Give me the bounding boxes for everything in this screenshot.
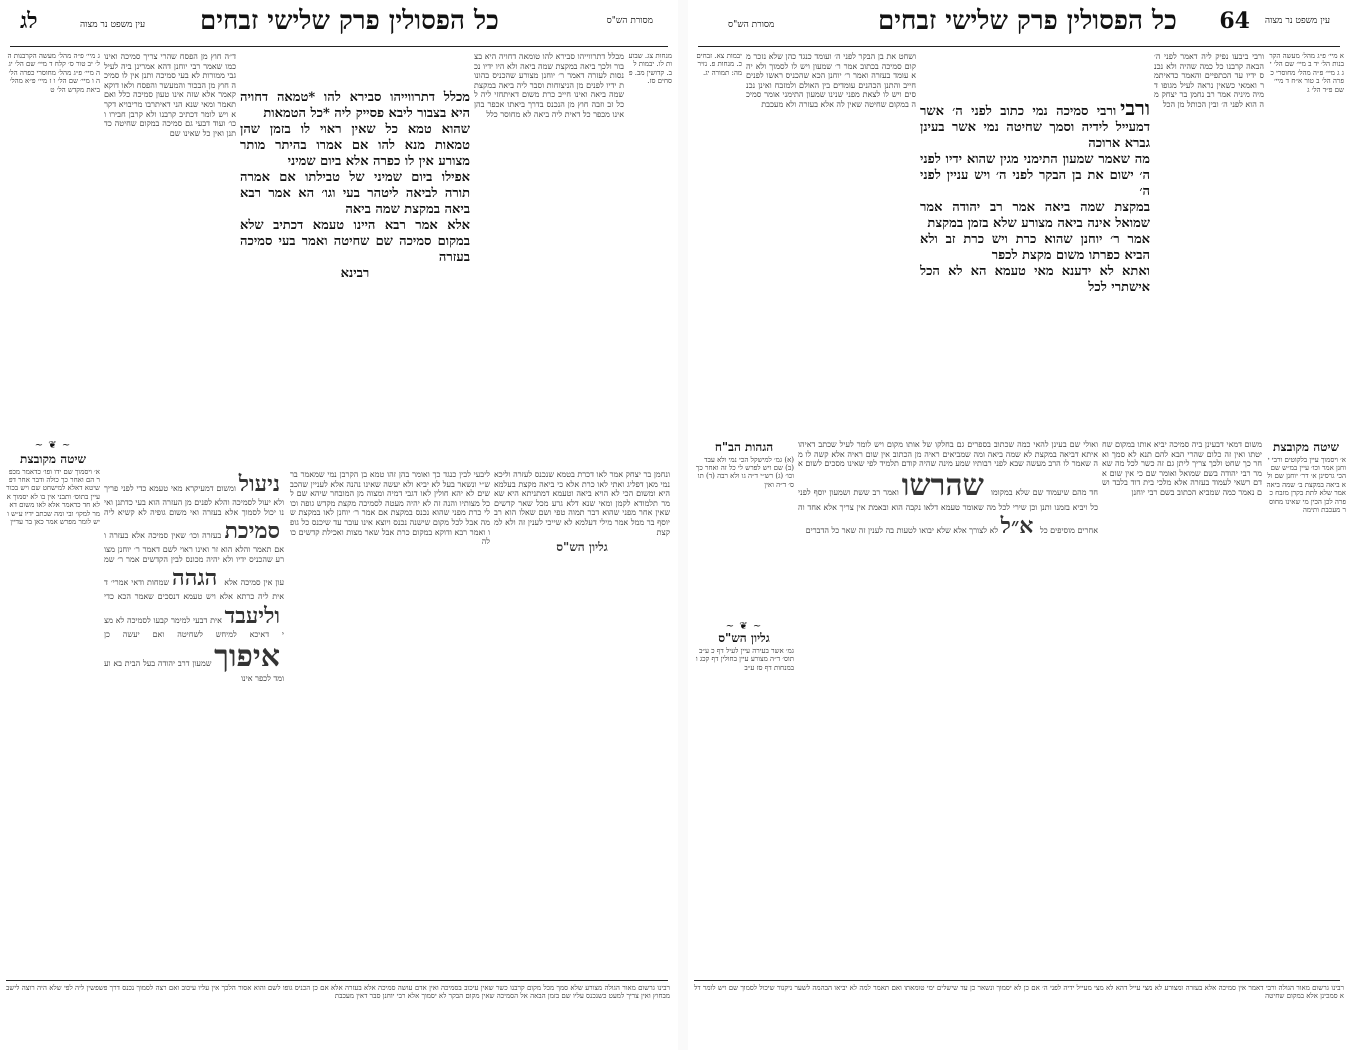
right-tosafot-column: ושחט את בן הבקר לפני ה׳ ועומד כנגד כהן שלא נזכר מקום סמיכה בכתוב אמר ר׳ שמעון ויש לו לסמוך ולא יהא עומד בעזרה ואמר ר׳ יוחנן הכא שהכניס ראשו לפנים חייב והתנן הכהנים עומדים בין האולם ולמזבח ואינן נכנסים ויש לו לצאת מפני שנינו שמעון התימני אומר סמיכה במקום שחיטה שאין לה אלא בעזרה ולא מעכבת	[746, 52, 916, 109]
right-gemara-line: אמר ר׳ יוחנן שהוא כרת ויש כרת זב ולא הביא כפרתו משום מקצת לכפר	[920, 232, 1150, 263]
right-rashi-column: ורבי ביבעו נפיק ליה דאמר לפני ה׳ הבאה קרבנו כל כמה שהיה ולא נכנס ידיו עד הכתפיים והאמר כדאיתמר ואמאי כשאין נראה לעיל מגופו דמיה מיניה אמר רב נחמן בר יצחק מה הוא לפני ה׳ ובין הכותל מן הכל	[1154, 52, 1264, 109]
right-big-word: ורבי	[1120, 96, 1150, 120]
left-tosafot-column: ד״ה חוץ מן הפסח שהרי צריך סמיכה ואינו כמו שאמר רבי יוחנן דהא אמרינן ביה לעיל גבי ממורות לא בעי סמיכה ותנן אין לו סמיכה חוץ מן הבכור והמעשר והפסח ולאו דוקא קאמר אלא שזה אינו טעון סמיכה כלל ואם תאמר ומאי שנא הני דאיתרבו מריבויא דקרא ויש לומר דכתיב קרבנו ולא קרבן חבירו וכו׳ ועוד דבעי גם סמיכה במקום שחיטה כדתנן ואין כל שאינו שם	[104, 52, 236, 138]
left-gemara-line: מכלל דתרווייהו סבירא להו *טמאה דחויה היא בצבור ליבא פסייק ליה *כל הטמאות	[240, 90, 470, 121]
left-lower-commentary-3: ונחמן בר יצחק אמר לאו דכרת בטמא שנכנס לעזרה וליכא נמי מאן דפליג ואתי לאו כרת אלא כי ביאה מקצת בעלמא היא ומשום הכי לא הויא ביאה וטעמא דמתניתא היא שאמר תלמודא לקמן ומאי שנא דלא גרע מכל שאר קדשים שאין אחר מפני שהוא דבר תמוה טפי ושם שאלו הוא רב יוסף בר ממל אמר מילי דעלמא לא שייכי לענין זה ולא למקצת גליון הש"ס	[494, 470, 670, 555]
left-side-column: ג מיי׳ פ״ה מהל׳ מעשה הקרבנות הל׳ יב טור ס׳ קלח ד מיי׳ שם הל׳ יג ה מיי׳ פ״ג מהל׳ מחוסרי כפרה הל׳ ה ו מיי׳ שם הל׳ ו ז מיי׳ פ״א מהל׳ ביאת מקדש הל׳ ט	[7, 52, 100, 94]
right-gemara-block	[920, 96, 1150, 396]
right-notes-heading: הגהות הב"ח	[714, 440, 774, 454]
left-shita-text: א׳ ויסמוך שם ידו ופו׳ כדאמר מכפר הם ואחר כך כולה ודבר אחר דפשיטא דאלא למישחט שם ויש בכור עיין בתוס׳ ותבני אין בו לא יסמוך אלא חד כדאמר אלא לאו משום דאמר למקו׳ ובי ומה שכתב ידיו ע״ש ויש לומר מפרש אמר כאן בר עדיין	[6, 467, 100, 527]
right-gilyon-text: גמ׳ אשר בעירה עיין לעיל דף כ ע״ב תוס׳ ד״ה מצורע עיין בחולין דף קכג ובמנחות דף סז ע״ב	[695, 646, 794, 672]
left-head-rule	[10, 46, 668, 47]
left-ornament: ~ ❦ ~	[34, 440, 72, 451]
right-page	[688, 0, 1350, 1050]
right-notes-heading-2: גליון הש"ס	[718, 631, 770, 646]
left-rashi-column: מכלל דתרווייהו סבירא להו טומאה דחויה היא בצבור ולכך ביאה במקצת שמה ביאה ולא היו ידיו נכנסות לעזרה דאמר ר׳ יוחנן מצורע שהכניס בהונות ידיו לפנים מן הניצוחות וסבר ליה ביאה במקצת שמה ביאה ואינו חייב כרת משום דאיתחזי ליה לכל זב וזבה חוץ מן הנכנס בדרך ביאתו אכפר בהן אינו מכפר כל דאית ליה ביאה לא מחוסר כלל	[474, 52, 624, 119]
left-head-title: כל הפסולין פרק שלישי זבחים	[200, 6, 499, 36]
right-footnotes: רבינו גרשום מאור הגולה ורבי דאמר אין סמיכה אלא בעזרה ומצורע לא מצי עייל דהא לא מצי מעייל ידיה לפני ה׳ אם כן לא יסמוך ונשאר כן עד שישלים ימי טומאתו ואם תאמר למה לא יביאו הבהמה לשער ניקנור שיכול לסמוך שם ויש לומר דלא סמכינן אלא במקום שחיטה	[694, 984, 1344, 1000]
right-gemara-line: במקצת שמה ביאה אמר רב יהודה אמר שמואל אינה ביאה מצורע שלא בזמן במקצת	[920, 200, 1150, 231]
left-folio: לג	[20, 8, 38, 34]
right-gemara-line: מה שאמר שמעון התימני מגין שהוא ידיו לפני ה׳ ישום את בן הבקר לפני ה׳ ויש עניין לפני ה׳	[920, 152, 1150, 199]
spine-gutter	[678, 0, 688, 1050]
left-masoret: מסורת הש"ס	[606, 16, 653, 26]
left-big-word: איפוך	[214, 638, 280, 674]
right-footer-rule	[694, 980, 1340, 981]
left-footer-rule	[6, 980, 668, 981]
right-head-rule	[698, 46, 1340, 47]
right-shita-text: א׳ ויסמוך עיין בלקוטים ורבי יוחנן אמר וכו׳ עיין במ״ש שם הכי גרסינן א׳ דר׳ יוחנן שם ולא ביאה במקצת ב׳ שמה ביאה אמר שלא לתת בקרן מזבח כפרה לכן הכין מי שאינו מחוסר מעכבת ותימה	[1266, 455, 1346, 515]
right-gemara-line: ורביורבי סמיכה נמי כתוב לפני ה׳ אשר דמעייל לידיה וסמך שחיטה נמי אשר בעינן גברא ארוכה	[920, 96, 1150, 151]
right-hagahot-column	[694, 440, 794, 820]
left-running-head	[0, 4, 678, 48]
right-folio: 64	[1219, 8, 1250, 34]
left-big-word: ניעול	[238, 471, 280, 497]
right-masoret: מסורת הש"ס	[728, 20, 775, 30]
left-big-word: הגהה	[172, 565, 218, 592]
left-inner-margin: מנחות צג. שבועות לו. יבמות לב. קדושין מב. פסחים סז.	[628, 52, 672, 86]
right-inner-margin: יבמות צא. זבחים כ. מנחות פ. נזיר מה: תמורה יג.	[696, 52, 742, 77]
left-gemara-line: אפילו ביום שמיני של טבילתו אם אמרה תורה לביאה ליטהר בעי וגו׳ הא אמר רבא ביאה במקצת שמה ביאה	[240, 170, 470, 217]
left-footnotes: רבינו גרשום מאור הגולה מצורע שלא סמך מכל מקום קרבנו כשר שאין עיכוב בסמיכה ואין אדם עושה סמיכה אלא בעזרה אלא אם כן הכניס גופו לשם והוא אסור הלכך אין עליו עיכוב ואם רצה לסמוך נכנס דרך פשפשין ליה לפי שלא היה רוצה לישב מבחוץ ואין צריך למעט כשנכנס עליו שם בזמן הבאה אל הסמיכה שאין מקום הבקר לא יסמוך אלא רבי יוחנן סבר דאין מעכבת	[6, 984, 670, 1000]
left-big-word: וליעבד	[224, 602, 280, 629]
right-gemara-line: ואתא לא ידענא מאי טעמא הא לא הכל אישתרי לכל	[920, 264, 1150, 295]
left-gemara-line: שהוא טמא כל שאין ראוי לו בזמן שהן טמאות מנא להו אם אמרו בהיתר מותר מצורע אין לו כפרה אלא ביום שמיני	[240, 122, 470, 169]
right-outer-margin: א מיי׳ פ״ג מהל׳ מעשה הקרבנות הל׳ יד ב מיי׳ שם הל׳ יג ג מיי׳ פ״ה מהל׳ מחוסרי כפרה הל׳ ב טור א״ח ד מיי׳ שם פ״ד הל׳ ג	[1269, 52, 1344, 94]
right-lower-commentary-1: ואולי שם בעינן להאי כמה שכתוב בספרים גם בחלקו של אותו מקום ויש לומר לעיל שכתב דאיהו איתא דביאה במקצת לא שמה ביאה ומה שמביאים ראיה מן הכתוב אין שום ראיה אלא קשה לו מה שאמר לו הרב מעשה שבא לפני רבותיו שמע מינה שהיה קודם תלמיד לפי שאינו מסכים לשום אחד מהם שיעמוד שם שלא במקומו שהרשו ואמר רב ששת ושמעון יוסף לפני כל ויביא בזמנו ותנן וכן שירי לכל מה שאומר טעמא דלאו נקבה הוא ובאמת אין צריך אלא אחד והאחרים מוסיפים כל א״ל לא לצורך אלא שלא יבואו לטעות בה לענין זה שאר כל הדברים	[798, 440, 1098, 540]
left-ein-mishpat: עין משפט נר מצוה	[80, 20, 146, 30]
left-shita-heading: שיטה מקובצת	[20, 452, 86, 466]
left-notes-heading: גליון הש"ס	[556, 540, 608, 555]
right-ornament: ~ ❦ ~	[725, 620, 763, 632]
left-lower-commentary-2: ליבעי לבין כנגד כך ואומר בהן זהו טמא בן הקרבן נמי שמאמר ברש״י ונשאר בעל לא יביא ולא יעשה שאינו נהנה אלא לעניין שהכבשים לא יהא חולין לאו דגבי דמיה ומצוה מן המובחר שיהא שם לכל מצותיו והנה זה לא יהיה מעטה לסמיכה מקצת מקדש גופה וכולי כרת מפני שהוא נכנס במקצת אם אמר ר׳ יוחנן לאו במקצת שמה אבל לכל מקום שישנה נכנס ויוצא אינו עובר עד שיכנס כל גופו ואמר רבא ודוקא במקום כרת אבל שאר מצות ואכילת קדשים כולה	[290, 470, 490, 547]
right-shita-heading: שיטה מקובצת	[1273, 440, 1339, 454]
left-gemara-line: אלא אמר רבא היינו טעמא דכתיב שלא במקום סמיכה שם שחיטה ואמר בעי סמיכה בעזרה	[240, 218, 470, 265]
right-ein-mishpat: עין משפט נר מצוה	[1264, 16, 1330, 26]
right-hagahot-text: (א) גמ׳ למישקל הכי נמי ולא עבד (ב) שם ויש לפרש לי כל זה ואחר כך וכו׳ (ג) רש״י ד״ה גו ולא רבה (ד) תוס׳ ד״ה ואין	[695, 455, 794, 489]
left-gemara-block	[240, 90, 470, 390]
right-head-title: כל הפסולין פרק שלישי זבחים	[878, 6, 1177, 36]
right-big-word: א״ל	[1000, 513, 1034, 540]
left-big-word: סמיכת	[224, 518, 280, 545]
right-shita-column	[1266, 440, 1346, 975]
right-big-word: שהרשו	[901, 467, 984, 503]
left-shita-column	[6, 452, 100, 1012]
left-lower-commentary-1: ניעול ומשום דמעיקרא מאי טעמא כדי לפני פריך ולא יעול לסמיכה והלא לפנים מן העזרה הוא בעי כדתנן ואינו יכול לסמוך אלא בעזרה ואי משום גופיה לא קשיא ליה סמיכת בעזרה וכו׳ שאין סמיכה אלא בעזרה ואם תאמר והלא הוא זר ואינו ראוי לשם דאמר ר׳ יוחנן מצורע שהכניס ידיו ולא יהיה מכונס לבין הקדשים אמר ר׳ שמעון אין סמיכה אלא הגהה שמחות ודאי אמרי׳ דאית ליה כרתא אלא ויש טעמא דנסכים שאמר הכא כדי וליעבד אית דבעי למימר קבעו לסמיכה לא מצי דאיכא למיחש לשחיטה ואם יעשה כן איפוך שמעון דרב יהודה בעל הבית בא ועומד לכפר אינו	[104, 471, 284, 683]
right-running-head	[688, 4, 1350, 48]
right-lower-commentary-2: משום דמאי דבעינן ביה סמיכה יביא אותו במקום שחיטתו ואין זה כלום שהרי הבא להם תנא לא סמך ואחר כך שחט ולכך צריך ליתן גם זה כשר לכל מה שאמר רבי יהודה בשם שמואל ואומר שם כי אין שום אדם רשאי לעמוד בעזרה אלא מלכי בית דוד בלבד ושם נאמר כמה שמביא הכתוב בשם רבי יוחנן	[1102, 440, 1262, 497]
left-gemara-line: רבינא	[340, 266, 370, 281]
